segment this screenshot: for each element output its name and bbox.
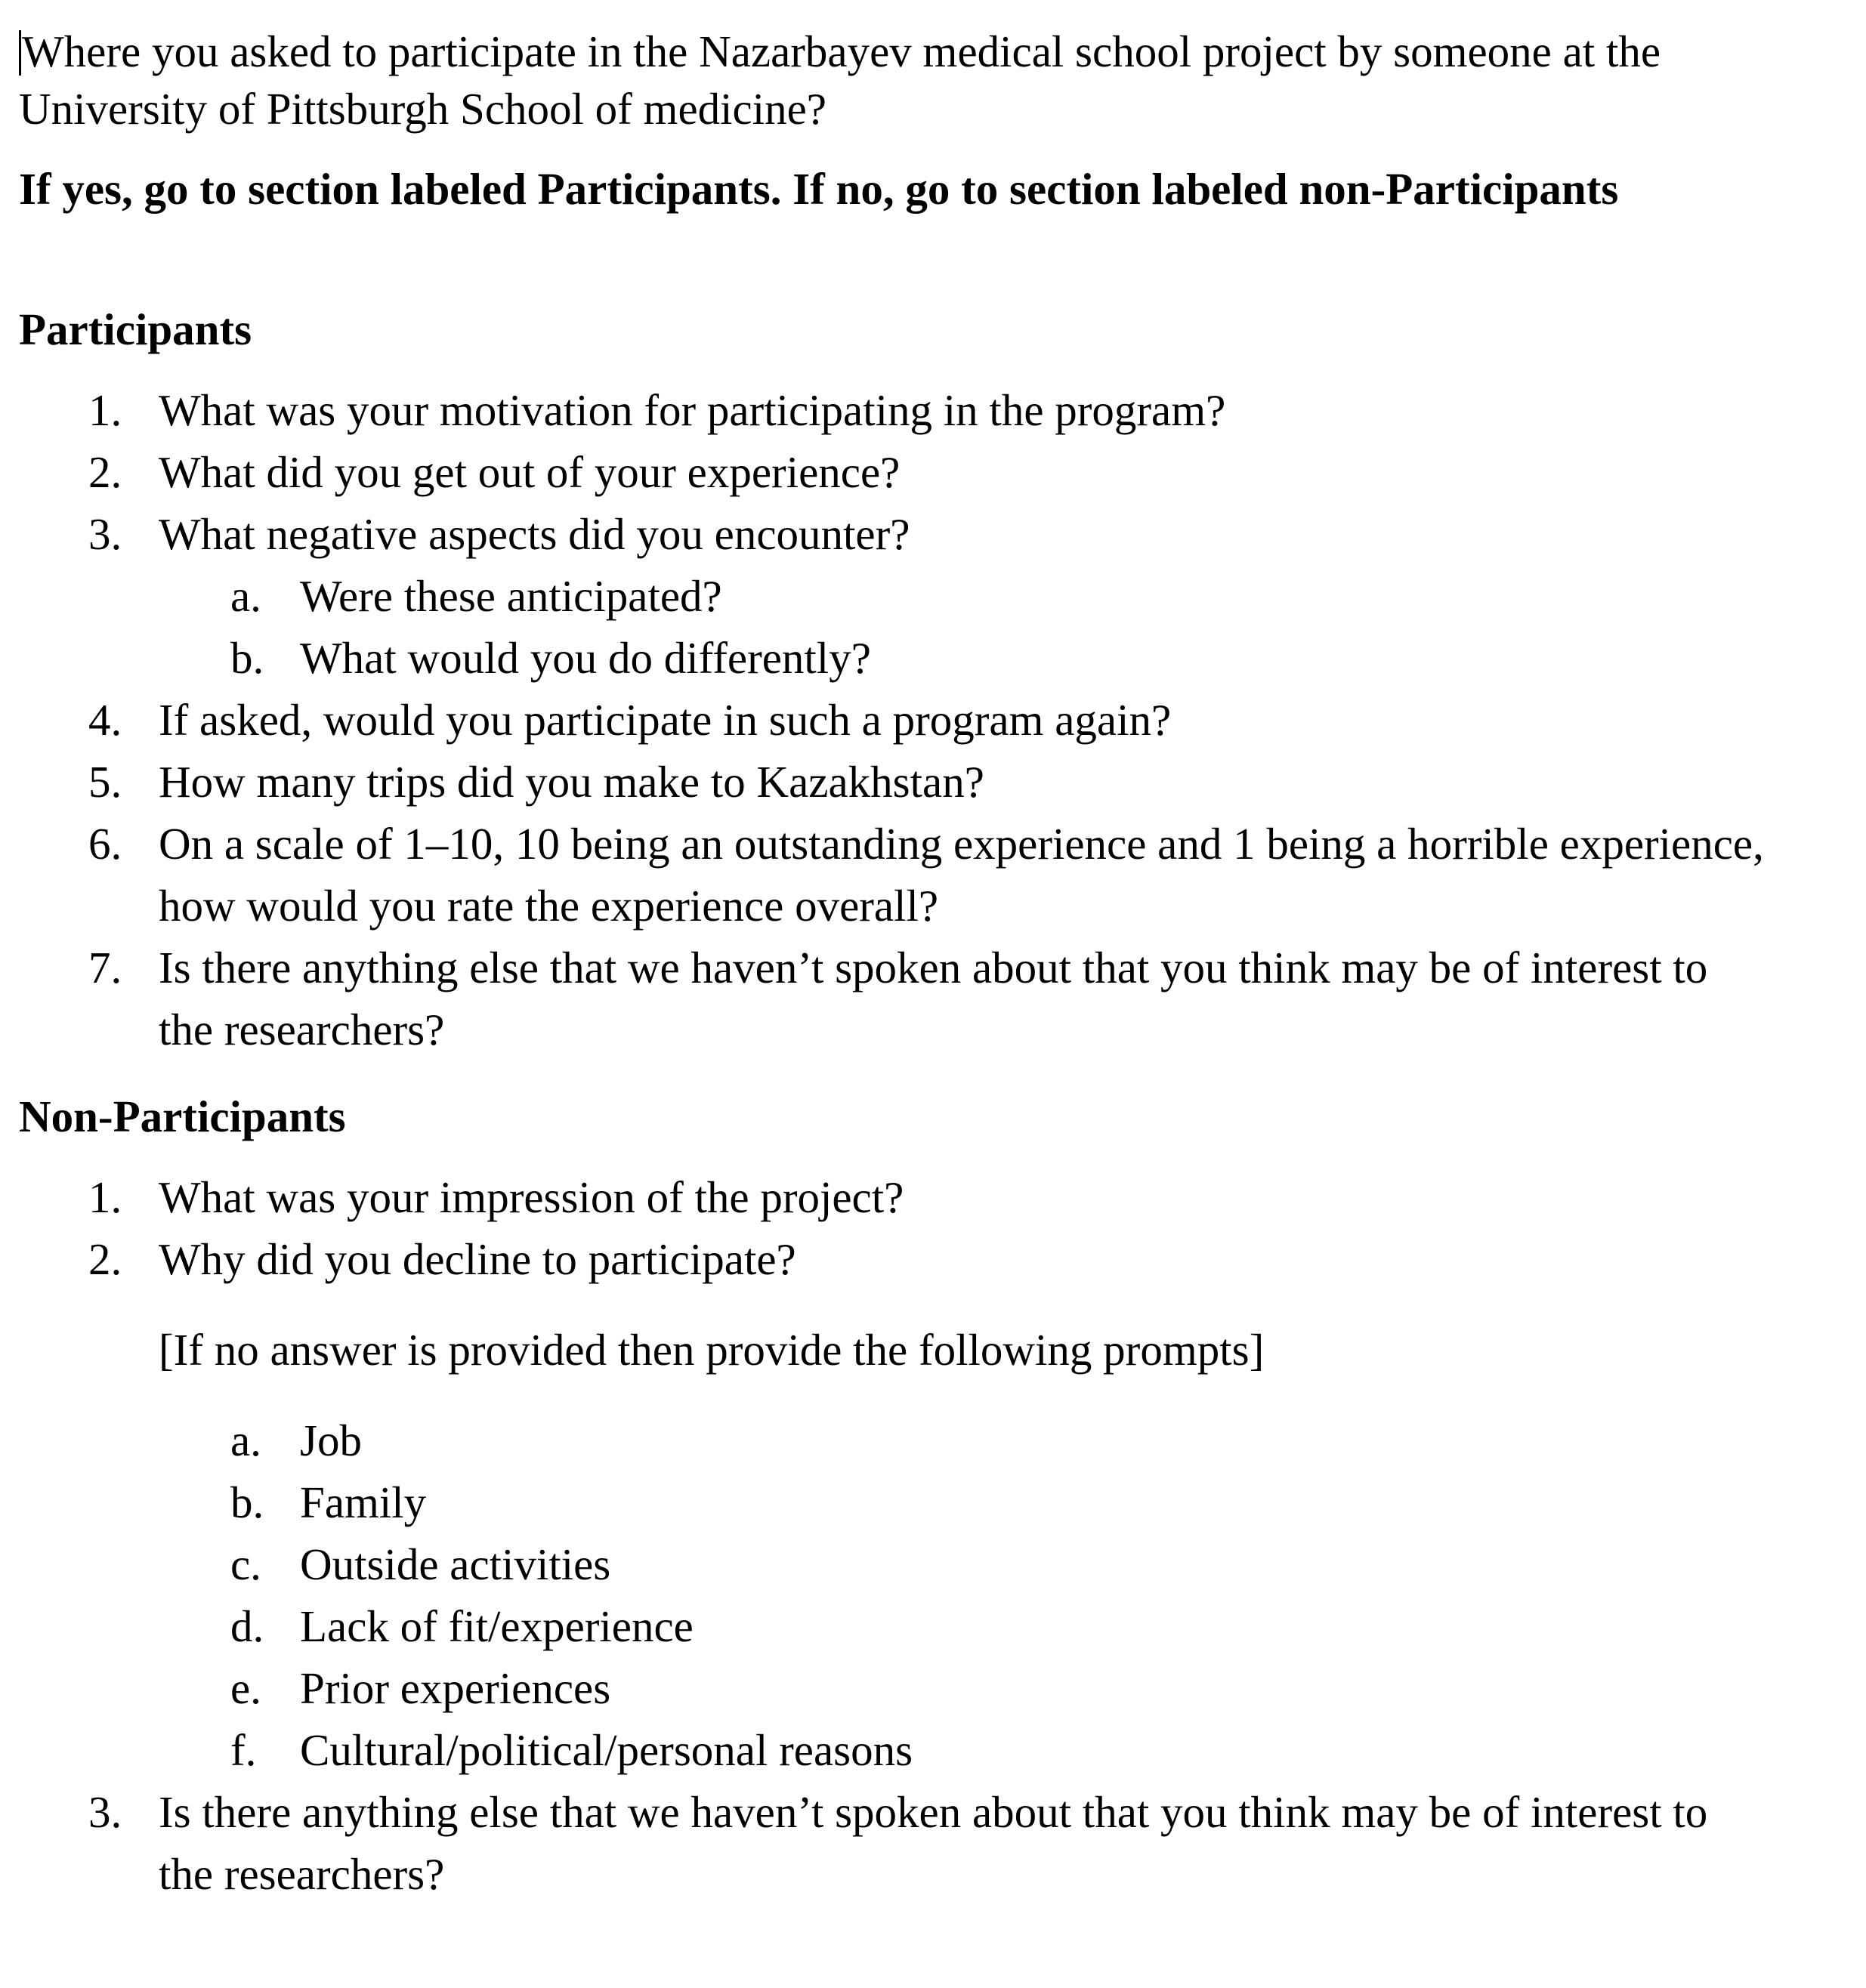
- non-participants-list: [19, 1166, 1855, 1290]
- item-number: 3.: [88, 509, 122, 559]
- item-text-continued: how would you rate the experience overall?: [159, 881, 939, 931]
- non-participants-heading: Non-Participants: [19, 1091, 346, 1141]
- item-text: Is there anything else that we haven’t spoken about that you think may be of interest to: [159, 1787, 1708, 1837]
- list-item: [19, 1781, 1855, 1905]
- item-number: 4.: [88, 695, 122, 745]
- list-item: [19, 379, 1855, 441]
- item-text: Lack of fit/experience: [300, 1601, 694, 1651]
- item-letter: a.: [230, 571, 261, 621]
- prompt-note-text: [If no answer is provided then provide the following prompts]: [159, 1325, 1265, 1375]
- sub-list-item: [19, 565, 1855, 627]
- item-text: Family: [300, 1477, 427, 1527]
- item-number: 5.: [88, 757, 122, 807]
- list-item: [19, 441, 1855, 503]
- item-number: 6.: [88, 819, 122, 869]
- sub-list-item: [19, 627, 1855, 689]
- participants-list: [19, 379, 1855, 1060]
- item-text: What was your motivation for participating in the program?: [159, 385, 1226, 435]
- item-number: 1.: [88, 385, 122, 435]
- sub-list-item: [19, 1409, 1855, 1471]
- prompt-note: [19, 1319, 1855, 1381]
- list-item: [19, 813, 1855, 937]
- item-text: Is there anything else that we haven’t spoken about that you think may be of interest to: [159, 943, 1708, 992]
- document-body: [19, 0, 1855, 1905]
- item-letter: b.: [230, 1477, 264, 1527]
- item-letter: f.: [230, 1725, 257, 1775]
- text-cursor: [19, 30, 21, 76]
- sub-list-item: [19, 1595, 1855, 1657]
- item-text: What negative aspects did you encounter?: [159, 509, 910, 559]
- item-letter: c.: [230, 1539, 261, 1589]
- participants-heading: Participants: [19, 304, 252, 354]
- sub-list-item: [19, 1471, 1855, 1533]
- item-text: On a scale of 1–10, 10 being an outstanding experience and 1 being a horrible experience,: [159, 819, 1764, 869]
- item-text: What would you do differently?: [300, 633, 871, 683]
- item-text: Prior experiences: [300, 1663, 611, 1713]
- item-text: If asked, would you participate in such a program again?: [159, 695, 1172, 745]
- item-number: 2.: [88, 1234, 122, 1284]
- item-text: Outside activities: [300, 1539, 611, 1589]
- list-item: [19, 751, 1855, 813]
- item-text: How many trips did you make to Kazakhstan?: [159, 757, 984, 807]
- sub-list-item: [19, 1657, 1855, 1719]
- item-number: 1.: [88, 1172, 122, 1222]
- item-letter: d.: [230, 1601, 264, 1651]
- item-number: 3.: [88, 1787, 122, 1837]
- item-letter: a.: [230, 1415, 261, 1465]
- list-item: [19, 937, 1855, 1060]
- sub-list-item: [19, 1533, 1855, 1595]
- sub-list-item: [19, 1719, 1855, 1781]
- item-text: What did you get out of your experience?: [159, 447, 901, 497]
- intro-question-line-1: Where you asked to participate in the Nazarbayev medical school project by someone at the: [22, 26, 1661, 76]
- item-text: Cultural/political/personal reasons: [300, 1725, 913, 1775]
- item-text: Were these anticipated?: [300, 571, 722, 621]
- item-number: 2.: [88, 447, 122, 497]
- item-letter: b.: [230, 633, 264, 683]
- intro-question: [19, 23, 1855, 137]
- intro-question-line-2: University of Pittsburgh School of medicine?: [19, 84, 826, 134]
- list-item: [19, 1166, 1855, 1228]
- list-item: [19, 503, 1855, 565]
- item-text-continued: the researchers?: [159, 1849, 445, 1899]
- item-text: What was your impression of the project?: [159, 1172, 904, 1222]
- item-number: 7.: [88, 943, 122, 992]
- item-text: Job: [300, 1415, 362, 1465]
- prompt-list: [19, 1409, 1855, 1905]
- item-text: Why did you decline to participate?: [159, 1234, 796, 1284]
- item-letter: e.: [230, 1663, 261, 1713]
- section-instruction: If yes, go to section labeled Participants. If no, go to section labeled non-Participants: [19, 164, 1619, 214]
- list-item: [19, 689, 1855, 751]
- list-item: [19, 1228, 1855, 1290]
- item-text-continued: the researchers?: [159, 1005, 445, 1054]
